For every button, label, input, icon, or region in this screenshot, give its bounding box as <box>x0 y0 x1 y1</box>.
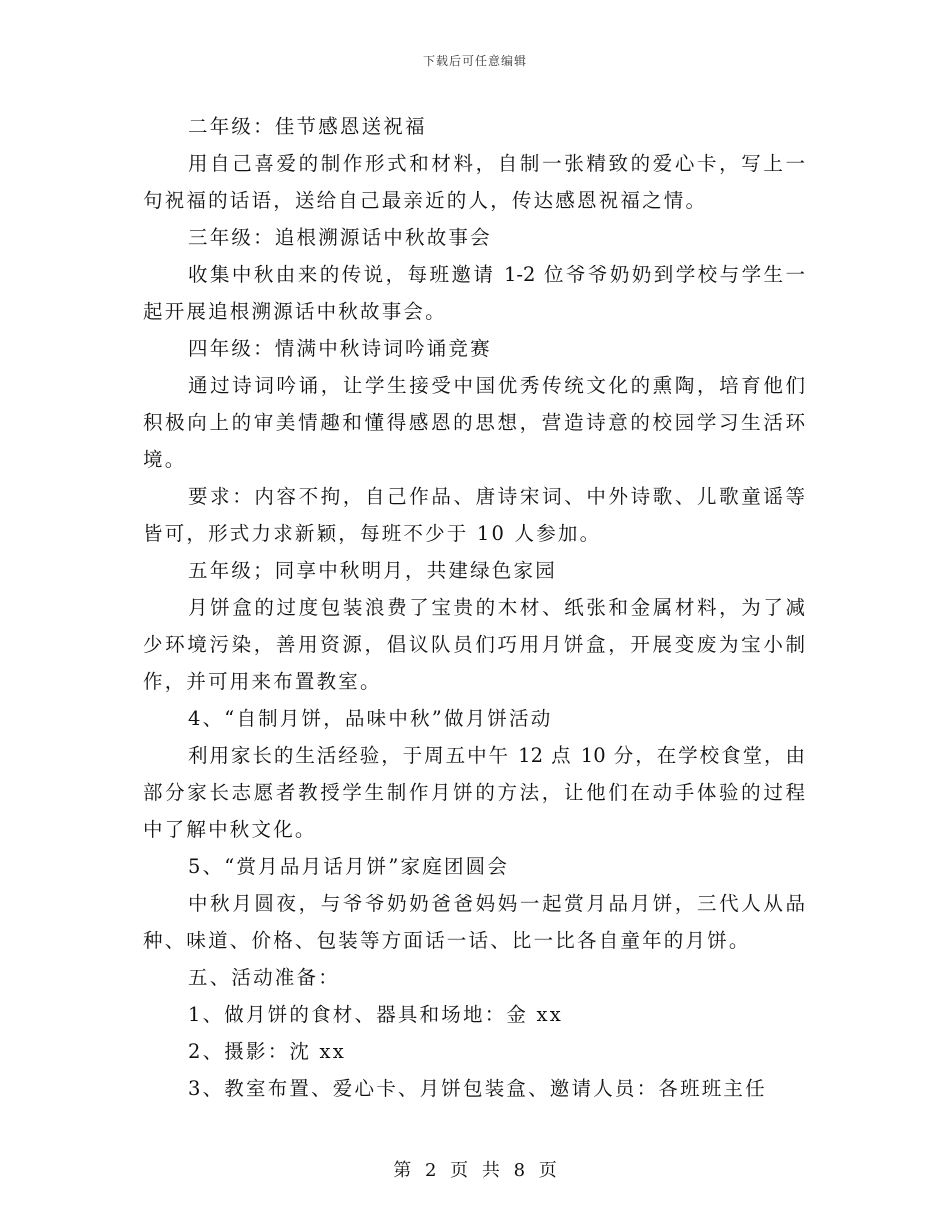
paragraph-line: 五年级；同享中秋明月，共建绿色家园 <box>188 559 557 582</box>
paragraph-line: 3、教室布置、爱心卡、月饼包装盒、邀请人员：各班班主任 <box>188 1077 767 1100</box>
paragraph-line: 境。 <box>143 448 187 471</box>
paragraph-line: 四年级：情满中秋诗词吟诵竞赛 <box>188 337 492 360</box>
paragraph-line: 4、“自制月饼，品味中秋”做月饼活动 <box>188 707 553 730</box>
paragraph-line: 三年级：追根溯源话中秋故事会 <box>188 226 492 249</box>
paragraph-line: 利用家长的生活经验，于周五中午 12 点 10 分，在学校食堂，由 <box>188 744 805 767</box>
page-footer: 第 2 页 共 8 页 <box>393 1160 557 1181</box>
paragraph-line: 作，并可用来布置教室。 <box>143 670 382 693</box>
paragraph-line: 积极向上的审美情趣和懂得感恩的思想，营造诗意的校园学习生活环 <box>143 411 805 434</box>
paragraph-line: 2、摄影：沈 xx <box>188 1040 346 1063</box>
paragraph-line: 五、活动准备： <box>188 966 340 989</box>
paragraph-line: 用自己喜爱的制作形式和材料，自制一张精致的爱心卡，写上一 <box>188 152 805 175</box>
paragraph-line: 种、味道、价格、包装等方面话一话、比一比各自童年的月饼。 <box>143 929 751 952</box>
paragraph-line: 部分家长志愿者教授学生制作月饼的方法，让他们在动手体验的过程 <box>143 781 805 804</box>
paragraph-line: 中秋月圆夜，与爷爷奶奶爸爸妈妈一起赏月品月饼，三代人从品 <box>188 892 805 915</box>
paragraph-line: 二年级：佳节感恩送祝福 <box>188 115 427 138</box>
paragraph-line: 月饼盒的过度包装浪费了宝贵的木材、纸张和金属材料，为了减 <box>188 596 805 619</box>
paragraph-line: 少环境污染，善用资源，倡议队员们巧用月饼盒，开展变废为宝小制 <box>143 633 805 656</box>
paragraph-line: 中了解中秋文化。 <box>143 818 317 841</box>
paragraph-line: 5、“赏月品月话月饼”家庭团圆会 <box>188 855 510 878</box>
paragraph-line: 皆可，形式力求新颖，每班不少于 10 人参加。 <box>143 522 602 545</box>
paragraph-line: 1、做月饼的食材、器具和场地：金 xx <box>188 1003 563 1026</box>
paragraph-line: 要求：内容不拘，自己作品、唐诗宋词、中外诗歌、儿歌童谣等 <box>188 485 805 508</box>
paragraph-line: 收集中秋由来的传说，每班邀请 1-2 位爷爷奶奶到学校与学生一 <box>188 263 805 286</box>
document-body <box>143 108 805 1107</box>
paragraph-line: 起开展追根溯源话中秋故事会。 <box>143 300 447 323</box>
paragraph-line: 通过诗词吟诵，让学生接受中国优秀传统文化的熏陶，培育他们 <box>188 374 805 397</box>
page-header: 下载后可任意编辑 <box>422 54 527 68</box>
paragraph-line: 句祝福的话语，送给自己最亲近的人，传达感恩祝福之情。 <box>143 189 708 212</box>
